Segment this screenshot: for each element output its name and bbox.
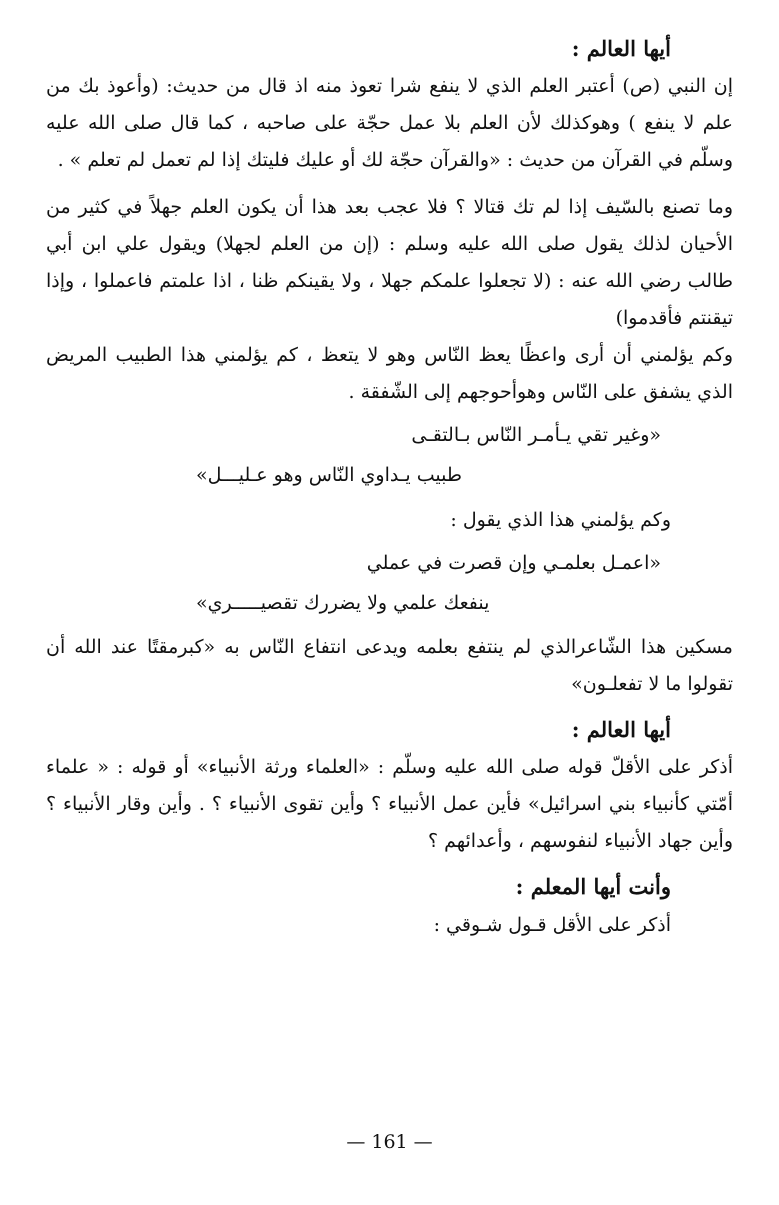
verse-line: ينفعك علمي ولا يضررك تقصيـــــري» (196, 592, 490, 614)
paragraph-shawqi-intro: أذكر على الأقل قـول شـوقي : (433, 914, 671, 936)
paragraph-heirs-of-prophets: أذكر على الأقلّ قوله صلى الله عليه وسلّم : «العلماء ورثة الأنبياء» أو قوله : « علماء أمّتي كأنبياء بني اسرائيل» فأين عمل الأنبياء ؟ وأين تقوى الأنبياء ؟ . وأين وقار الأنبياء ؟ وأين جهاد الأنبياء لنفوسهم ، وأعدائهم ؟ (46, 756, 733, 852)
heading-teacher: وأنت أيها المعلم : (515, 874, 671, 899)
paragraph-useless-knowledge: إن النبي (ص) أعتبر العلم الذي لا ينفع شرا تعوذ منه اذ قال من حديث: (وأعوذ بك من علم لا ينفع ) وهوكذلك لأن العلم بلا عمل حجّة على صاحبه ، كما قال صلى الله عليه وسلّم في القرآن من حديث : «والقرآن حجّة لك أو عليك فليتك إذا لم تعمل لم تعلم » . (46, 75, 733, 171)
paragraph-poet: مسكين هذا الشّاعرالذي لم ينتفع بعلمه ويدعى انتفاع النّاس به «كبرمقتًا عند الله أن تقولوا ما لا تفعلـون» (46, 636, 733, 695)
verse-line: طبيب يـداوي النّاس وهو عـليـــل» (196, 464, 462, 486)
verse-line: «وغير تقي يـأمـر النّاس بـالتقـى (411, 424, 661, 446)
paragraph-poem-intro: وكم يؤلمني هذا الذي يقول : (450, 509, 671, 531)
poem-verse-1 (46, 415, 733, 495)
paragraph-sword-analogy: وما تصنع بالسّيف إذا لم تك قتالا ؟ فلا عجب بعد هذا أن يكون العلم جهلاً في كثير من الأحيان لذلك يقول صلى الله عليه وسلم : (إن من العلم لجهلا) ويقول علي ابن أبي طالب رضي الله عنه : (لا تجعلوا علمكم جهلا ، ولا يقينكم ظنا ، اذا علمتم فاعملوا ، وإذا تيقنتم فأقدموا) (46, 196, 733, 329)
paragraph-preacher: وكم يؤلمني أن أرى واعظًا يعظ النّاس وهو لا يتعظ ، كم يؤلمني هذا الطبيب المريض الذي يشفق على النّاس وهوأحوجهم إلى الشّفقة . (46, 344, 733, 403)
heading-scholar-1: أيها العالم : (571, 36, 671, 61)
heading-scholar-2: أيها العالم : (571, 717, 671, 742)
poem-verse-2 (46, 543, 733, 623)
verse-line: «اعمـل بعلمـي وإن قصرت في عملي (366, 552, 661, 574)
page-number: — 161 — (346, 1131, 433, 1153)
